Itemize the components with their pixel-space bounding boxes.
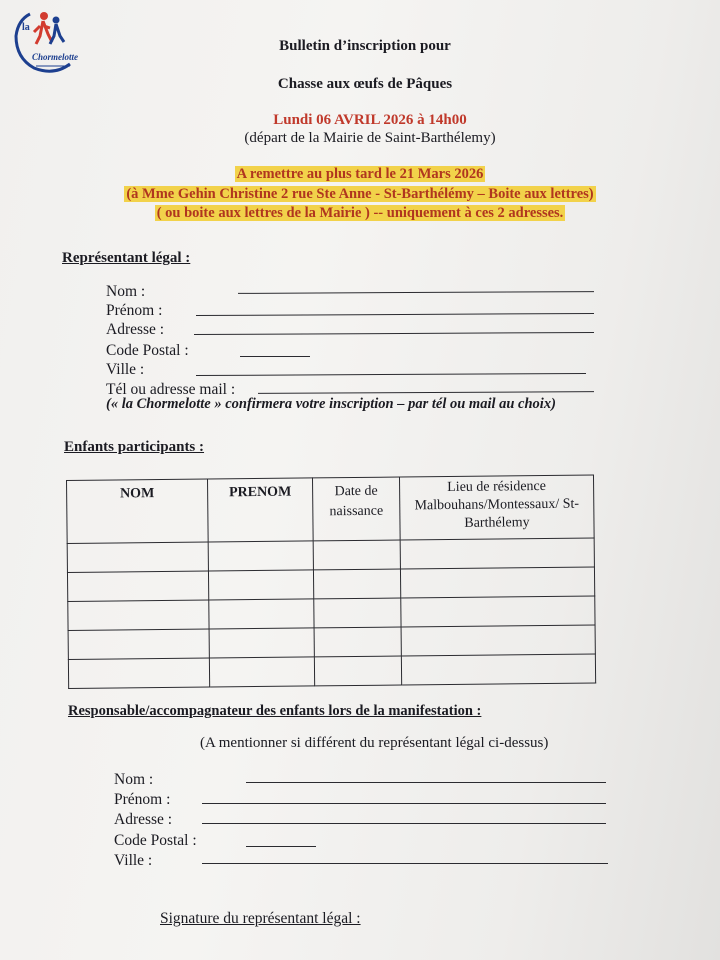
resp-ville-label: Ville : [114,852,153,869]
svg-text:Chormelotte: Chormelotte [32,52,79,62]
table-cell[interactable] [208,541,313,571]
table-cell[interactable] [68,658,209,688]
rep-tel-label: Tél ou adresse mail : [106,381,236,398]
svg-text:la: la [22,22,30,33]
resp-code-postal-label: Code Postal : [114,832,197,849]
table-cell[interactable] [313,540,400,570]
resp-nom-label: Nom : [114,771,154,788]
col-lieu-residence: Lieu de résidence Malbouhans/Montessaux/ St-Barthélemy [399,475,594,540]
resp-ville-field[interactable] [202,863,608,864]
table-cell[interactable] [314,627,401,657]
header-title: Bulletin d’inscription pour [279,38,451,54]
rep-nom-field[interactable] [238,291,594,294]
rep-ville-label: Ville : [106,361,145,378]
resp-adresse-field[interactable] [202,823,606,824]
table-cell[interactable] [401,596,595,627]
deadline-line2: (à Mme Gehin Christine 2 rue Ste Anne - St-Barthélémy – Boite aux lettres) [126,186,594,202]
event-date: Lundi 06 AVRIL 2026 à 14h00 [273,112,467,128]
rep-adresse-field[interactable] [194,332,594,335]
resp-prenom-label: Prénom : [114,791,171,808]
children-heading: Enfants participants : [64,439,205,455]
table-cell[interactable] [313,569,400,599]
rep-code-postal-field[interactable] [240,356,310,357]
resp-adresse-label: Adresse : [114,811,173,828]
table-cell[interactable] [208,570,313,600]
table-cell[interactable] [314,656,401,686]
rep-confirmation-note: (« la Chormelotte » confirmera votre inscription – par tél ou mail au choix) [106,396,556,412]
table-cell[interactable] [209,599,314,629]
col-nom: NOM [67,479,209,543]
children-table-header [67,475,595,544]
rep-code-postal-label: Code Postal : [106,342,189,359]
table-cell[interactable] [400,538,594,569]
deadline-line3: ( ou boite aux lettres de la Mairie ) -- uniquement à ces 2 adresses. [156,205,564,221]
col-prenom: PRENOM [207,478,313,542]
table-cell[interactable] [68,629,209,659]
table-cell[interactable] [67,542,208,572]
table-cell[interactable] [209,657,314,687]
event-departure: (départ de la Mairie de Saint-Barthélemy) [244,130,496,146]
responsible-subtitle: (A mentionner si différent du représentant légal ci-dessus) [200,735,549,751]
col-date-naissance: Date de naissance [312,477,400,541]
header-subtitle: Chasse aux œufs de Pâques [277,76,453,92]
table-cell[interactable] [400,567,594,598]
table-cell[interactable] [314,598,401,628]
chormelotte-logo [10,6,82,76]
table-cell[interactable] [209,628,314,658]
children-table [66,474,596,689]
resp-code-postal-field[interactable] [246,846,316,847]
table-cell[interactable] [401,654,595,685]
rep-adresse-label: Adresse : [106,321,165,338]
signature-label: Signature du représentant légal : [160,910,361,927]
deadline-line1: A remettre au plus tard le 21 Mars 2026 [236,166,484,182]
representative-heading: Représentant légal : [62,250,191,266]
table-cell[interactable] [401,625,595,656]
rep-prenom-label: Prénom : [106,302,163,319]
table-cell[interactable] [68,600,209,630]
resp-prenom-field[interactable] [202,803,606,804]
table-row [68,654,595,689]
table-cell[interactable] [67,571,208,601]
rep-tel-field[interactable] [258,391,594,394]
resp-nom-field[interactable] [246,782,606,783]
rep-ville-field[interactable] [196,373,586,376]
rep-nom-label: Nom : [106,283,146,300]
rep-prenom-field[interactable] [196,313,594,316]
responsible-heading: Responsable/accompagnateur des enfants lors de la manifestation : [68,703,482,719]
